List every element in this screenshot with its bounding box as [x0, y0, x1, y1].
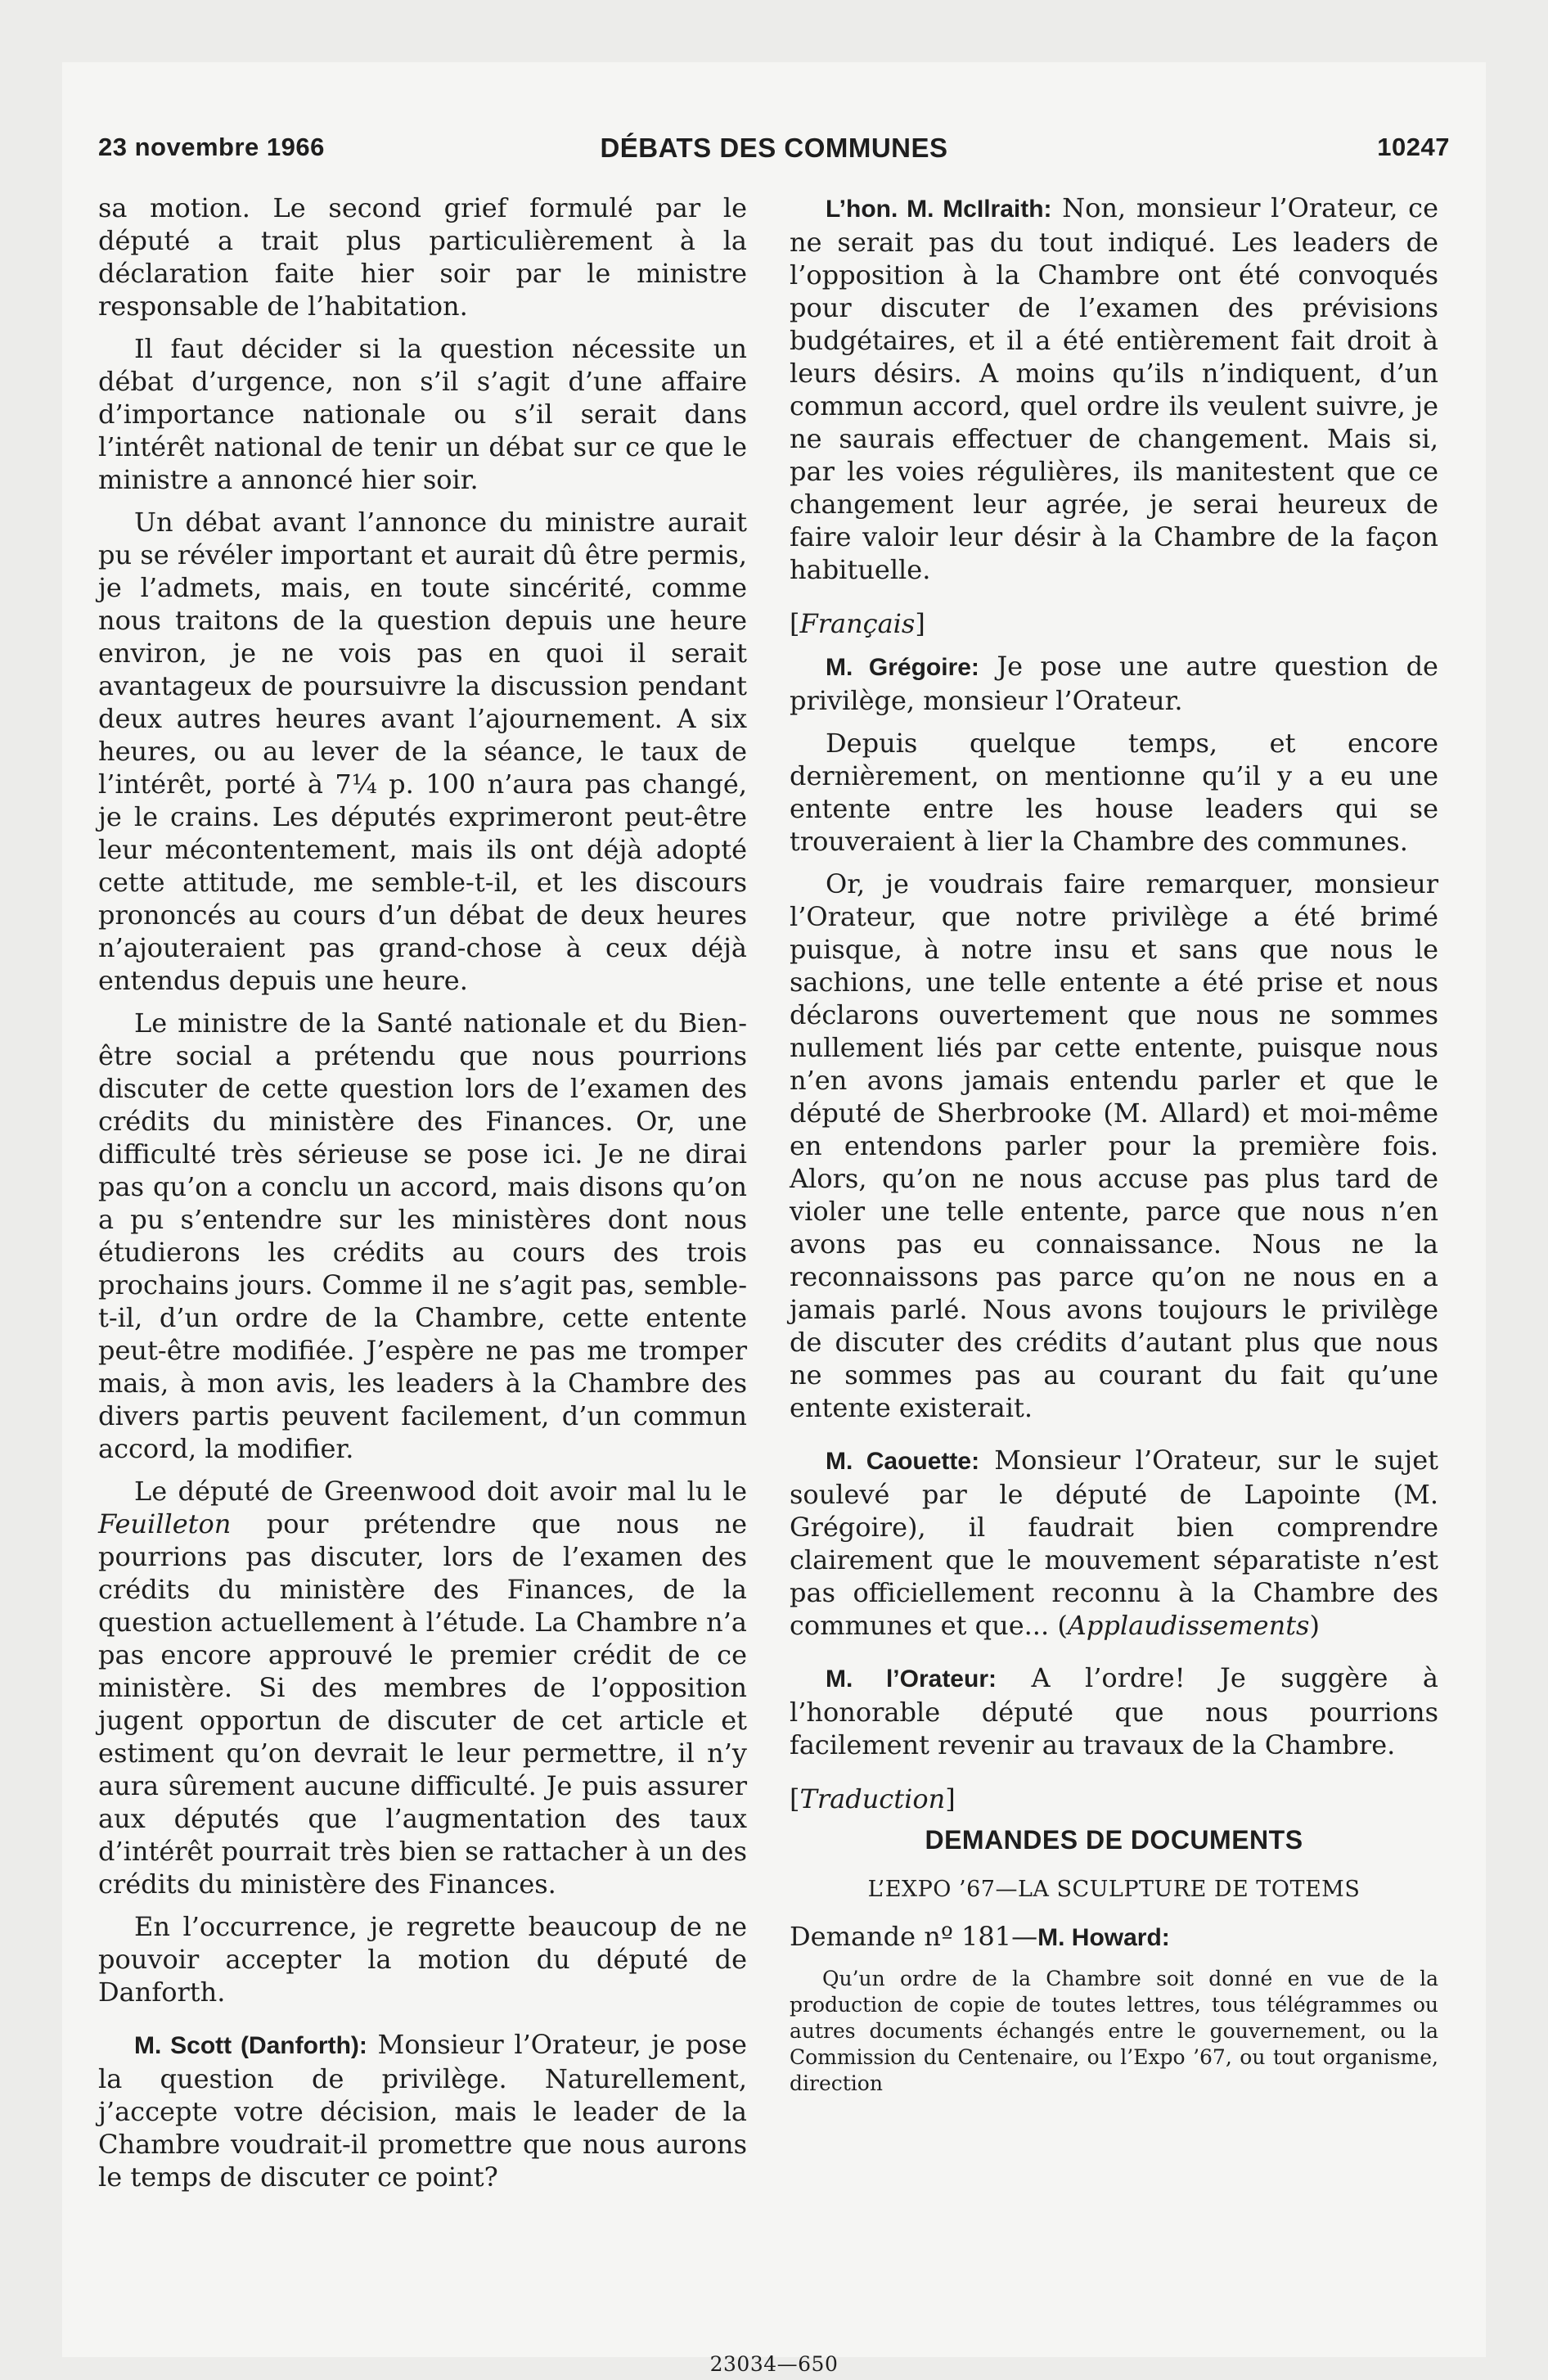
- speaker-paragraph: [790, 1444, 1438, 1642]
- bracket: [: [790, 1783, 800, 1814]
- bracket: [: [790, 608, 800, 639]
- speaker-name: M. Grégoire:: [826, 654, 979, 681]
- language-marker: [790, 607, 1438, 640]
- paragraph: En l’occurrence, je regrette beaucoup de ne pouvoir accepter la motion du député de Danforth.: [98, 1911, 747, 2008]
- speaker-paragraph: [790, 192, 1438, 586]
- paragraph: Un débat avant l’annonce du ministre aurait pu se révéler important et aurait dû être permis, je l’admets, mais, en toute sincérité, comme nous traitons de la question depuis une heure environ, je ne vois pas en quoi il serait avantageux de poursuivre la discussion pendant deux autres heures avant l’ajournement. A six heures, ou au lever de la séance, le taux de l’intérêt, porté à 7¼ p. 100 n’aura pas changé, je le crains. Les députés exprimeront peut-être leur mécontentement, mais ils ont déjà adopté cette attitude, me semble-t-il, et les discours prononcés au cours d’un débat de deux heures n’ajouteraient pas grand-chose à ceux déjà entendus depuis une heure.: [98, 507, 747, 996]
- header-page-number: 10247: [1377, 133, 1450, 161]
- language-name: Traduction: [799, 1783, 946, 1814]
- subsection-title: L’EXPO ’67—LA SCULPTURE DE TOTEMS: [867, 1877, 1361, 1902]
- paragraph: Le ministre de la Santé nationale et du Bien-être social a prétendu que nous pourrions discuter de cette question lors de l’examen des crédits du ministère des Finances. Or, une difficulté très sérieuse se pose ici. Je ne dirai pas qu’on a conclu un accord, mais disons qu’on a pu s’entendre sur les ministères dont nous étudierons les crédits au cours des trois prochains jours. Comme il ne s’agit pas, semble-t-il, d’un ordre de la Chambre, cette entente peut-être modifiée. J’espère ne pas me tromper mais, à mon avis, les leaders à la Chambre des divers partis peuvent facilement, d’un commun accord, la modifier.: [98, 1007, 747, 1464]
- header-date: 23 novembre 1966: [98, 133, 325, 161]
- header-title: DÉBATS DES COMMUNES: [600, 133, 948, 163]
- paragraph: sa motion. Le second grief formulé par le député a trait plus particulièrement à la déclaration faite hier soir par le ministre responsable de l’habitation.: [98, 192, 747, 322]
- right-column: [790, 192, 1438, 2097]
- running-header: [98, 133, 1450, 178]
- speech-text: Monsieur l’Orateur, je pose la question de privilège. Naturellement, j’accepte votre décision, mais le leader de la Chambre voudrait-il promettre que nous aurons le temps de discuter ce point?: [98, 2029, 747, 2193]
- request-label: Demande nº 181—: [790, 1921, 1038, 1952]
- text-run: pour prétendre que nous ne pourrions pas discuter, lors de l’examen des crédits du ministère des Finances, de la question actuellement à l’étude. La Chambre n’a pas encore approuvé le premier crédit de ce ministère. Si des membres de l’opposition jugent opportun de discuter de cet article et estiment qu’on devrait le leur permettre, il n’y aura sûrement aucune difficulté. Je puis assurer aux députés que l’augmentation des taux d’intérêt pourrait très bien se rattacher à un des crédits du ministère des Finances.: [98, 1508, 747, 1900]
- language-marker: [790, 1783, 1438, 1815]
- speech-text: Je pose une autre question de privilège, monsieur l’Orateur.: [790, 651, 1438, 716]
- speaker-name: M. l’Orateur:: [826, 1666, 997, 1693]
- bracket: ]: [915, 608, 925, 639]
- paragraph: Or, je voudrais faire remarquer, monsieur l’Orateur, que notre privilège a été brimé puisque, à notre insu et sans que nous le sachions, une telle entente a été prise et nous déclarons ouvertement que nous ne sommes nullement liés par cette entente, puisque nous n’en avons jamais entendu parler et que le député de Sherbrooke (M. Allard) et moi-même en entendons parler pour la première fois. Alors, qu’on ne nous accuse pas plus tard de violer une telle entente, parce que nous n’en avons pas eu connaissance. Nous ne la reconnaissons pas parce qu’on ne nous en a jamais parlé. Nous avons toujours le privilège de discuter des crédits d’autant plus que nous ne sommes pas au courant du fait qu’une entente existerait.: [790, 868, 1438, 1423]
- italic-run: Applaudissements: [1067, 1610, 1310, 1641]
- request-heading: [790, 1920, 1438, 1954]
- paragraph: [98, 1475, 747, 1900]
- page-content: [98, 133, 1450, 2376]
- text-run: ): [1309, 1610, 1320, 1641]
- speech-text: Monsieur l’Orateur, sur le sujet soulevé par le député de Lapointe (M. Grégoire), il faudrait bien comprendre clairement que le mouvement séparatiste n’est pas officiellement reconnu à la Chambre des communes et que... (: [790, 1445, 1438, 1641]
- speaker-paragraph: [790, 1661, 1438, 1761]
- bracket: ]: [945, 1783, 956, 1814]
- paragraph: Il faut décider si la question nécessite un débat d’urgence, non s’il s’agit d’une affaire d’importance nationale ou s’il serait dans l’intérêt national de tenir un débat sur ce que le ministre a annoncé hier soir.: [98, 333, 747, 495]
- speaker-paragraph: [790, 650, 1438, 717]
- page-sheet: [62, 62, 1486, 2376]
- request-text: Qu’un ordre de la Chambre soit donné en vue de la production de copie de toutes lettres, tous télégrammes ou autres documents échangés entre le gouvernement, ou la Commission du Centenaire, ou l’Expo ’67, ou tout organisme, direction: [790, 1967, 1438, 2095]
- italic-run: Feuilleton: [98, 1508, 232, 1539]
- print-code: 23034—650: [709, 2352, 839, 2376]
- speaker-paragraph: [98, 2028, 747, 2193]
- speaker-name: M. Scott (Danforth):: [134, 2032, 367, 2059]
- speech-text: Non, monsieur l’Orateur, ce ne serait pas du tout indiqué. Les leaders de l’opposition à la Chambre ont été convoqués pour discuter de l’examen des prévisions budgétaires, et il a été entièrement fait droit à leurs désirs. A moins qu’ils n’indiquent, d’un commun accord, quel ordre ils veulent suivre, je ne saurais effectuer de changement. Mais si, par les voies régulières, ils manitestent que ce changement leur agrée, je serai heureux de faire valoir leur désir à la Chambre de la façon habituelle.: [790, 192, 1439, 585]
- speaker-name: M. Caouette:: [826, 1448, 980, 1475]
- text-run: Le député de Greenwood doit avoir mal lu le: [134, 1476, 747, 1507]
- speaker-name: M. Howard:: [1037, 1924, 1170, 1951]
- speaker-name: L’hon. M. McIlraith:: [826, 196, 1052, 223]
- language-name: Français: [799, 608, 916, 639]
- speech-text: A l’ordre! Je suggère à l’honorable député que nous pourrions facilement revenir au travaux de la Chambre.: [790, 1662, 1438, 1760]
- left-column: [98, 192, 747, 2203]
- paragraph: Depuis quelque temps, et encore dernièrement, on mentionne qu’il y a eu une entente entre les house leaders qui se trouveraient à lier la Chambre des communes.: [790, 728, 1438, 857]
- section-title: DEMANDES DE DOCUMENTS: [925, 1825, 1303, 1855]
